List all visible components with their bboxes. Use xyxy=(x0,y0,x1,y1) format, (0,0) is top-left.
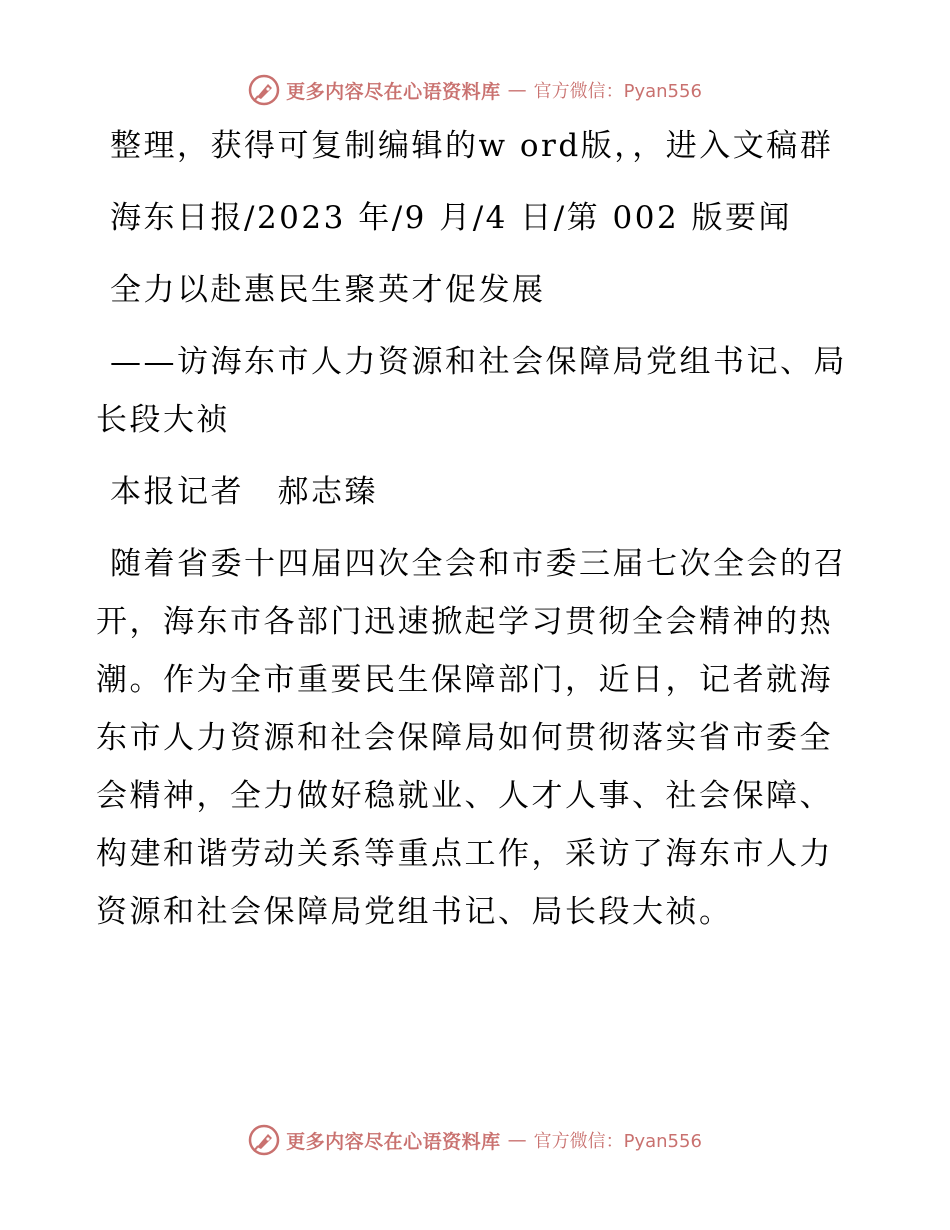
source-line: 海东日报/2023 年/9 月/4 日/第 002 版要闻 xyxy=(110,200,793,236)
article-subtitle: ——访海东市人力资源和社会保障局党组书记、局长段大祯 xyxy=(96,344,847,438)
banner-dash: — xyxy=(507,1129,527,1151)
header-banner xyxy=(0,70,950,110)
footer-banner xyxy=(0,1120,950,1160)
banner-wechat-id: 官方微信：Pyan556 xyxy=(533,1131,702,1152)
pen-nib-icon xyxy=(248,74,280,106)
banner-text: 更多内容尽在心语资料库 xyxy=(286,80,501,103)
intro-note: 整理，获得可复制编辑的w ord版，，进入文稿群 xyxy=(110,128,834,164)
banner-text: 更多内容尽在心语资料库 xyxy=(286,1130,501,1153)
byline: 本报记者 郝志臻 xyxy=(110,474,378,510)
banner-wechat-id: 官方微信：Pyan556 xyxy=(533,81,702,102)
pen-nib-icon xyxy=(248,1124,280,1156)
body-paragraph: 随着省委十四届四次全会和市委三届七次全会的召开，海东市各部门迅速掀起学习贯彻全会精神的热潮。作为全市重要民生保障部门，近日，记者就海东市人力资源和社会保障局如何贯彻落实省市委全会精神，全力做好稳就业、人才人事、社会保障、构建和谐劳动关系等重点工作，采访了海东市人力资源和社会保障局党组书记、局长段大祯。 xyxy=(96,546,847,930)
banner-dash: — xyxy=(507,79,527,101)
document-body xyxy=(96,117,856,955)
article-title: 全力以赴惠民生聚英才促发展 xyxy=(110,272,546,308)
